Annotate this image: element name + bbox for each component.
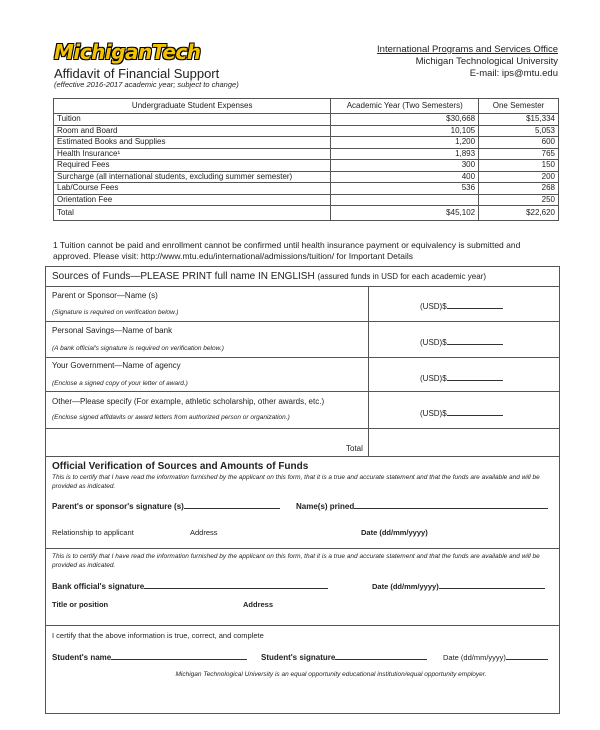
table-row bbox=[54, 194, 559, 206]
expense-label: Estimated Books and Supplies bbox=[54, 137, 331, 149]
office-email: E-mail: ips@mtu.edu bbox=[469, 68, 558, 79]
expense-semester: 765 bbox=[479, 148, 559, 160]
expense-label: Health Insurance¹ bbox=[54, 148, 331, 160]
expense-semester: 5,053 bbox=[479, 125, 559, 137]
expense-year: 300 bbox=[331, 160, 479, 172]
source-savings-note: (A bank official's signature is required on verification below.) bbox=[52, 345, 224, 352]
office-contact-block bbox=[377, 44, 558, 80]
table-row bbox=[54, 137, 559, 149]
bank-signature-label: Bank official's signature bbox=[52, 582, 145, 591]
source-government-label: Your Government—Name of agency bbox=[52, 361, 181, 370]
expense-label: Surcharge (all international students, excluding summer semester) bbox=[54, 171, 331, 183]
source-other-amount[interactable] bbox=[420, 407, 503, 418]
student-date-label: Date (dd/mm/yyyy) bbox=[443, 653, 506, 662]
col-header-one-semester: One Semester bbox=[479, 99, 559, 114]
usd-label: (USD)$ bbox=[420, 338, 447, 347]
source-government-note: (Enclose a signed copy of your letter of award.) bbox=[52, 380, 188, 387]
source-savings-label: Personal Savings—Name of bank bbox=[52, 326, 173, 335]
source-parent-label: Parent or Sponsor—Name (s) bbox=[52, 291, 158, 300]
bank-date-field[interactable] bbox=[372, 580, 545, 591]
student-signature-field[interactable] bbox=[261, 651, 427, 662]
expense-label: Room and Board bbox=[54, 125, 331, 137]
source-other-label: Other—Please specify (For example, athletic scholarship, other awards, etc.) bbox=[52, 397, 325, 406]
tuition-footnote: 1 Tuition cannot be paid and enrollment cannot be confirmed until health insurance payment or equivalency is submitted and approved. Please visit: http://www.mtu.edu/international/admissions/tuition/ for Important Details bbox=[53, 240, 521, 261]
table-row bbox=[54, 114, 559, 126]
address-label: Address bbox=[190, 528, 218, 537]
sources-title-note: (assured funds in USD for each academic year) bbox=[317, 272, 487, 281]
expense-label: Lab/Course Fees bbox=[54, 183, 331, 195]
certify-sponsor-text: This is to certify that I have read the information furnished by the applicant on this form, that it is a true and accurate statement and that the funds are available and will be provided as indicated. bbox=[52, 474, 540, 490]
expenses-table bbox=[53, 98, 559, 221]
table-header-row bbox=[54, 99, 559, 114]
michigan-tech-logo: MichiganTech bbox=[54, 40, 201, 64]
expense-year: $30,668 bbox=[331, 114, 479, 126]
parent-signature-field[interactable] bbox=[52, 500, 280, 511]
expense-year: 400 bbox=[331, 171, 479, 183]
student-signature-label: Student's signature bbox=[261, 653, 336, 662]
date-label: Date (dd/mm/yyyy) bbox=[361, 528, 428, 537]
usd-label: (USD)$ bbox=[420, 409, 447, 418]
usd-label: (USD)$ bbox=[420, 302, 447, 311]
funds-form bbox=[45, 266, 560, 714]
title-position-label: Title or position bbox=[52, 600, 109, 609]
student-name-label: Student's name bbox=[52, 653, 112, 662]
university-name: Michigan Technological University bbox=[415, 56, 558, 67]
equal-opportunity-footer: Michigan Technological University is an equal opportunity educational institution/equal opportunity employer. bbox=[175, 671, 487, 678]
expense-label: Required Fees bbox=[54, 160, 331, 172]
source-other-note: (Enclose signed affidavits or award letters from authorized person or organization.) bbox=[52, 414, 290, 421]
source-parent-note: (Signature is required on verification below.) bbox=[52, 309, 179, 316]
sources-title bbox=[52, 271, 486, 282]
col-header-expenses: Undergraduate Student Expenses bbox=[54, 99, 331, 114]
table-row bbox=[54, 125, 559, 137]
table-row bbox=[54, 171, 559, 183]
student-date-field[interactable] bbox=[443, 651, 548, 662]
total-semester: $22,620 bbox=[479, 206, 559, 221]
table-row bbox=[54, 148, 559, 160]
expense-year: 536 bbox=[331, 183, 479, 195]
office-name: International Programs and Services Office bbox=[377, 44, 558, 55]
expense-semester: 268 bbox=[479, 183, 559, 195]
student-name-field[interactable] bbox=[52, 651, 247, 662]
expense-label: Orientation Fee bbox=[54, 194, 331, 206]
source-government-amount[interactable] bbox=[420, 372, 503, 383]
col-header-academic-year: Academic Year (Two Semesters) bbox=[331, 99, 479, 114]
bank-signature-field[interactable] bbox=[52, 580, 328, 591]
sources-title-main: Sources of Funds—PLEASE PRINT full name IN ENGLISH bbox=[52, 271, 315, 282]
expense-year: 1,893 bbox=[331, 148, 479, 160]
relationship-label: Relationship to applicant bbox=[52, 528, 134, 537]
expense-semester: 250 bbox=[479, 194, 559, 206]
expense-semester: 150 bbox=[479, 160, 559, 172]
sources-total-label: Total bbox=[346, 444, 363, 453]
expense-year: 10,105 bbox=[331, 125, 479, 137]
total-label: Total bbox=[54, 206, 331, 221]
expense-semester: 600 bbox=[479, 137, 559, 149]
expense-semester: $15,334 bbox=[479, 114, 559, 126]
page-title: Affidavit of Financial Support bbox=[54, 66, 220, 81]
source-parent-amount[interactable] bbox=[420, 300, 503, 311]
source-savings-amount[interactable] bbox=[420, 336, 503, 347]
printed-names-field[interactable] bbox=[296, 500, 548, 511]
expense-year bbox=[331, 194, 479, 206]
certify-student-text: I certify that the above information is true, correct, and complete bbox=[52, 631, 264, 640]
total-year: $45,102 bbox=[331, 206, 479, 221]
parent-signature-label: Parent's or sponsor's signature (s) bbox=[52, 502, 184, 511]
printed-names-label: Name(s) prined bbox=[296, 502, 355, 511]
verification-title: Official Verification of Sources and Amounts of Funds bbox=[52, 461, 309, 472]
table-row bbox=[54, 183, 559, 195]
expense-label: Tuition bbox=[54, 114, 331, 126]
usd-label: (USD)$ bbox=[420, 374, 447, 383]
effective-note: (effective 2016-2017 academic year; subject to change) bbox=[54, 80, 239, 89]
table-total-row bbox=[54, 206, 559, 221]
certify-bank-text: This is to certify that I have read the information furnished by the applicant on this form, that it is a true and accurate statement and that the funds are available and will be provided as indicated. bbox=[52, 553, 540, 569]
expense-year: 1,200 bbox=[331, 137, 479, 149]
table-row bbox=[54, 160, 559, 172]
expense-semester: 200 bbox=[479, 171, 559, 183]
bank-date-label: Date (dd/mm/yyyy) bbox=[372, 582, 439, 591]
bank-address-label: Address bbox=[243, 600, 274, 609]
